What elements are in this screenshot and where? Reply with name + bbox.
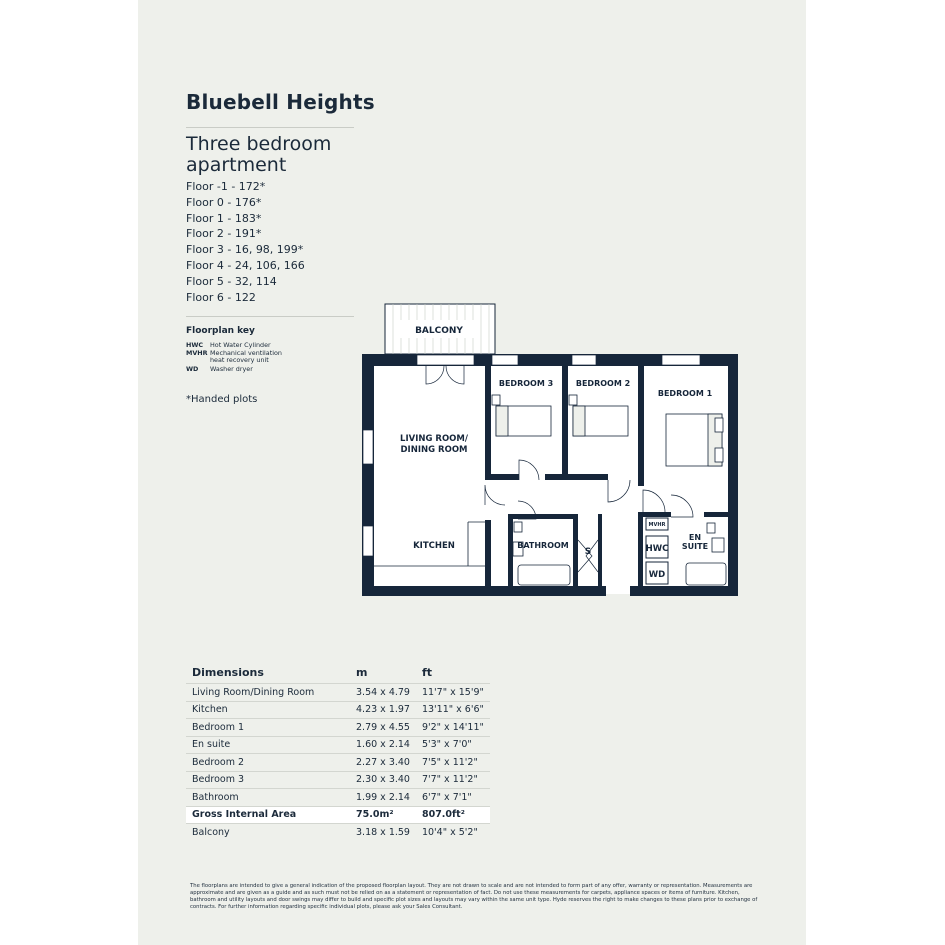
metric-size: 3.54 x 4.79 <box>350 684 416 702</box>
floors-divider <box>186 316 354 317</box>
imperial-size: 6'7" x 7'1" <box>416 789 490 807</box>
kitchen-label: KITCHEN <box>413 541 455 551</box>
imperial-size: 7'5" x 11'2" <box>416 754 490 772</box>
table-row <box>186 736 490 754</box>
living-room-label: LIVING ROOM/ <box>400 434 468 444</box>
development-title: Bluebell Heights <box>186 90 375 114</box>
en-suite-label: EN <box>688 533 702 542</box>
floor-line: Floor 4 - 24, 106, 166 <box>186 258 305 272</box>
floor-line: Floor -1 - 172* <box>186 180 266 193</box>
floor-line: Floor 2 - 191* <box>186 227 262 241</box>
storage-label: S <box>584 547 592 557</box>
metric-size: 2.30 x 3.40 <box>350 771 416 789</box>
imperial-size: 13'11" x 6'6" <box>416 701 490 719</box>
room-name: Bedroom 3 <box>186 771 350 789</box>
key-desc: Mechanical ventilation heat recovery unit <box>210 349 282 364</box>
imperial-size: 10'4" x 5'2" <box>416 824 490 841</box>
column-header: Dimensions <box>192 666 264 679</box>
floor-line: Floor 1 - 183* <box>186 211 262 225</box>
table-row <box>186 754 490 772</box>
title-divider <box>186 127 354 128</box>
handed-plots-note: *Handed plots <box>186 394 258 405</box>
metric-size: 4.23 x 1.97 <box>350 701 416 719</box>
floor-line: Floor 0 - 176* <box>186 195 262 209</box>
column-header: ft <box>421 666 433 679</box>
metric-size: 1.60 x 2.14 <box>350 736 416 754</box>
table-row <box>186 684 490 702</box>
table-header-row <box>186 664 490 684</box>
hwc-label: HWC <box>645 544 669 554</box>
bedroom-2-label: BEDROOM 2 <box>575 379 631 388</box>
key-item-mvhr <box>186 350 290 364</box>
room-name: Bedroom 1 <box>186 719 350 737</box>
legal-disclaimer: The floorplans are intended to give a general indication of the proposed floorplan layout. They are not drawn to scale and are not intended to form part of any offer, warranty or representation. Measurements are approximate and are given as a guide and as such must not be relied on as a statement or representation of fact. Do not use these measurements for carpets, appliance spaces or items of furniture. Kitchen, bathroom and utility layouts and door swings may differ to build and specific plot sizes and layouts may vary within the same unit type. Hyde reserves the right to make changes to these plans prior to exchange of contracts. For further information regarding specific individual plots, please ask your Sales Consultant. <box>190 883 758 910</box>
bathroom-label: BATHROOM <box>517 541 569 550</box>
metric-size: 2.79 x 4.55 <box>350 719 416 737</box>
key-desc: Washer dryer <box>210 365 253 373</box>
table-row <box>186 771 490 789</box>
metric-size: 3.18 x 1.59 <box>350 824 416 841</box>
floor-line: Floor 3 - 16, 98, 199* <box>186 243 304 257</box>
table-row <box>186 789 490 807</box>
gross-area-metric: 75.0m² <box>350 806 416 824</box>
table-row <box>186 701 490 719</box>
key-abbr: WD <box>186 365 199 373</box>
floor-plan <box>360 300 746 600</box>
room-name: Bedroom 2 <box>186 754 350 772</box>
imperial-size: 7'7" x 11'2" <box>416 771 490 789</box>
key-abbr: HWC <box>186 341 204 349</box>
brochure-sheet <box>138 0 806 945</box>
dimensions-table <box>186 664 490 841</box>
table-row <box>186 824 490 841</box>
gross-area-label: Gross Internal Area <box>186 806 350 824</box>
gross-area-imperial: 807.0ft² <box>416 806 490 824</box>
imperial-size: 5'3" x 7'0" <box>416 736 490 754</box>
floor-plot-list <box>186 179 305 305</box>
wd-label: WD <box>648 570 666 580</box>
column-header: m <box>356 666 368 679</box>
room-name: Bathroom <box>186 789 350 807</box>
room-name: Balcony <box>186 824 350 841</box>
key-desc: Hot Water Cylinder <box>210 341 271 349</box>
apartment-type: Three bedroom apartment <box>186 133 332 176</box>
imperial-size: 11'7" x 15'9" <box>416 684 490 702</box>
en-suite-label-2: SUITE <box>681 542 709 551</box>
floorplan-key-heading: Floorplan key <box>186 326 255 336</box>
metric-size: 1.99 x 2.14 <box>350 789 416 807</box>
key-abbr: MVHR <box>186 349 208 357</box>
table-row <box>186 719 490 737</box>
mvhr-label: MVHR <box>648 522 666 528</box>
bedroom-3-label: BEDROOM 3 <box>498 379 554 388</box>
dining-room-label: DINING ROOM <box>400 445 468 455</box>
gross-area-row <box>186 806 490 824</box>
room-name: En suite <box>186 736 350 754</box>
key-item-hwc <box>186 342 290 349</box>
balcony-label: BALCONY <box>415 326 463 336</box>
room-name: Kitchen <box>186 701 350 719</box>
imperial-size: 9'2" x 14'11" <box>416 719 490 737</box>
bedroom-1-label: BEDROOM 1 <box>657 389 713 398</box>
balcony-area <box>385 304 495 354</box>
metric-size: 2.27 x 3.40 <box>350 754 416 772</box>
floor-line: Floor 6 - 122 <box>186 290 256 304</box>
floor-line: Floor 5 - 32, 114 <box>186 274 277 288</box>
room-name: Living Room/Dining Room <box>186 684 350 702</box>
key-item-wd <box>186 366 290 373</box>
